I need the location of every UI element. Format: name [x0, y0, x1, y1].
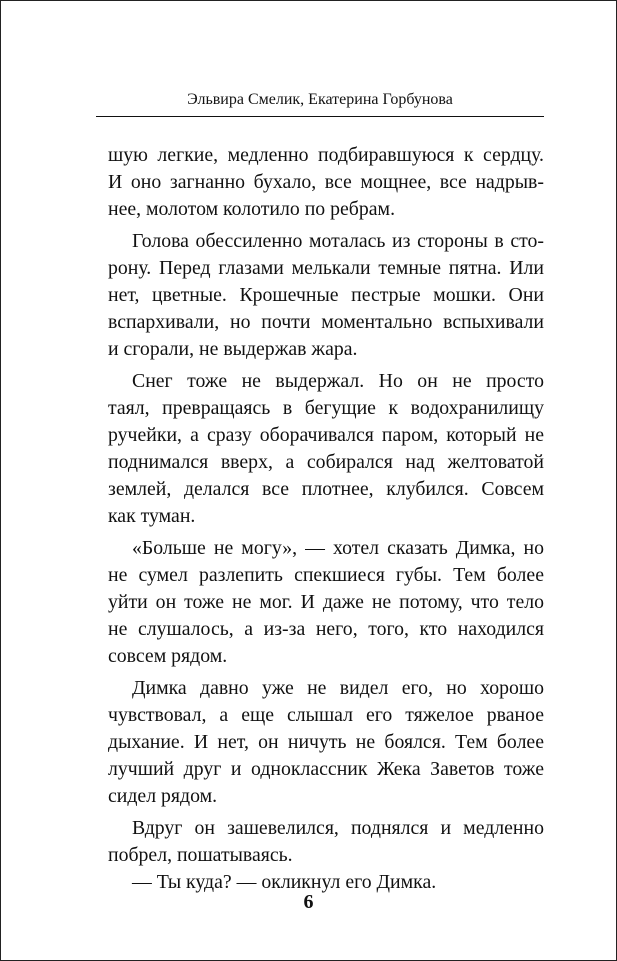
- text-line: сидел рядом.: [108, 785, 218, 807]
- text-line: шую легкие, медленно подбиравшуюся к сердцу.: [108, 144, 544, 166]
- text-line: Димка давно уже не видел его, но хорошо: [132, 677, 544, 699]
- text-line: дыхание. И нет, он ничуть не боялся. Тем более: [108, 731, 544, 753]
- body-text: [108, 142, 544, 896]
- text-line: Снег тоже не выдержал. Но он не просто: [132, 370, 544, 392]
- text-line: И оно загнанно бухало, все мощнее, все надрыв-: [108, 171, 544, 193]
- text-line: не сумел разлепить спекшиеся губы. Тем более: [108, 564, 544, 586]
- text-line: совсем рядом.: [108, 645, 228, 667]
- running-header: Эльвира Смелик, Екатерина Горбунова: [187, 91, 453, 108]
- text-line: как туман.: [108, 505, 196, 527]
- text-line: Вдруг он зашевелился, поднялся и медленно: [132, 817, 544, 839]
- text-line: и сгорали, не выдержав жара.: [108, 338, 358, 360]
- text-line: таял, превращаясь в бегущие к водохранилищу: [108, 397, 544, 419]
- text-line: ручейки, а сразу оборачивался паром, который не: [108, 424, 544, 446]
- page-number: 6: [303, 891, 314, 913]
- text-line: нее, молотом колотило по ребрам.: [108, 198, 396, 220]
- text-line: рону. Перед глазами мелькали темные пятна. Или: [108, 257, 544, 279]
- text-line: — Ты куда? — окликнул его Димка.: [132, 871, 437, 893]
- text-line: землей, делался все плотнее, клубился. Совсем: [108, 478, 544, 500]
- text-line: лучший друг и одноклассник Жека Заветов тоже: [108, 758, 544, 780]
- text-line: уйти он тоже не мог. И даже не потому, что тело: [108, 591, 544, 613]
- header-rule: [96, 116, 544, 117]
- text-line: поднимался вверх, а собирался над желтоватой: [108, 451, 544, 473]
- text-line: побрел, пошатываясь.: [108, 844, 293, 866]
- text-line: нет, цветные. Крошечные пестрые мошки. Они: [108, 284, 544, 306]
- text-line: чувствовал, а еще слышал его тяжелое рваное: [108, 704, 544, 726]
- text-line: не слушалось, а из-за него, того, кто находился: [108, 618, 544, 640]
- text-line: Голова обессиленно моталась из стороны в сто-: [132, 230, 544, 252]
- text-line: «Больше не могу», — хотел сказать Димка, но: [132, 537, 544, 559]
- text-line: вспархивали, но почти моментально вспыхивали: [108, 311, 544, 333]
